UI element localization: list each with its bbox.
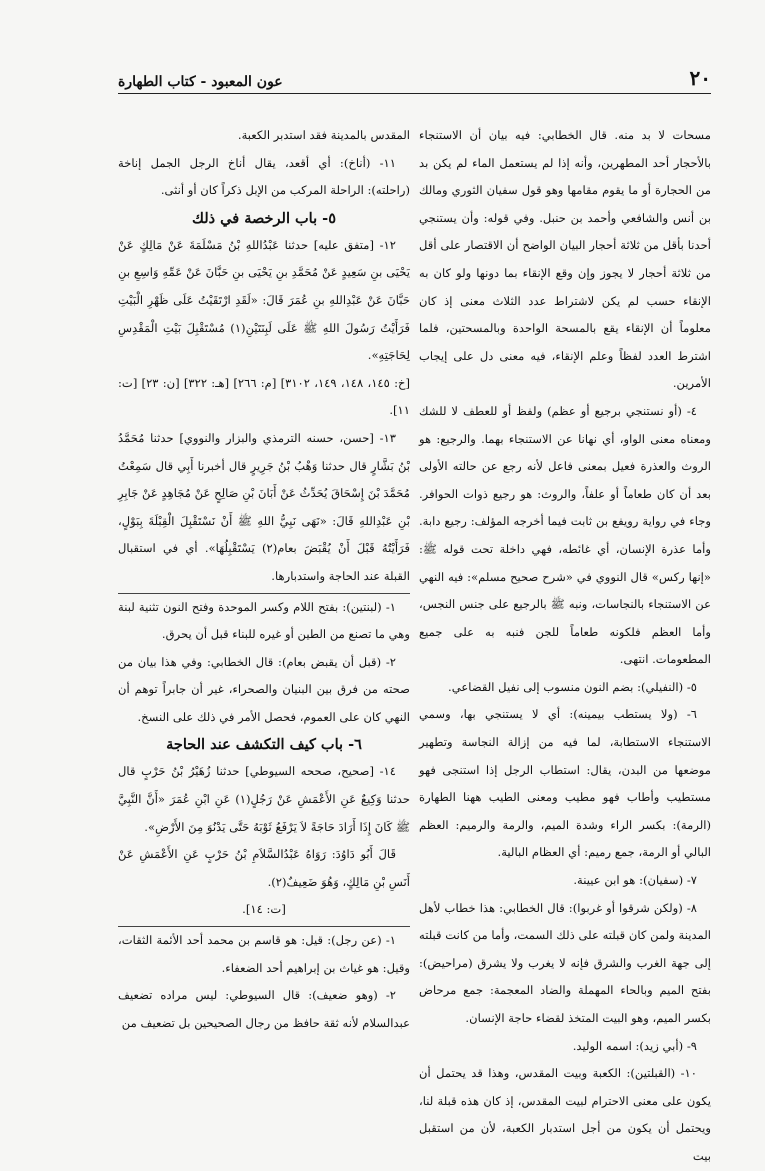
text-paragraph: ١٢- [متفق عليه] حدثنا عَبْدُاللهِ بْنُ مَسْلَمَةَ عَنْ مَالِكٍ عَنْ يَحْيَى بنِ سَعِيدٍ عَنْ مُحَمَّدِ بنِ يَحْيَى بنِ حَبَّانَ عَنْ عَمِّهِ وَاسِعِ بنِ حَبَّانَ عَنْ عَبْدِاللهِ بنِ عُمَرَ قَالَ: «لَقَدِ ارْتَقَيْتُ عَلَى ظَهْرِ الْبَيْتِ فَرَأَيْتُ رَسُولَ اللهِ ﷺ عَلَى لَبِنَتَيْنِ(١) مُسْتَقْبِلَ بَيْتِ الْمَقْدِسِ لِحَاجَتِهِ».: [118, 237, 411, 363]
text-paragraph: ١١- (أناخ): أي أقعد، يقال أناخ الرجل الجمل إناخة (راحلته): الراحلة المركب من الإبل ذكراً كان أو أنثى.: [118, 155, 410, 198]
text-paragraph: ١٤- [صحيح، صححه السيوطي] حدثنا زُهَيْرُ بْنُ حَرْبٍ قال حدثنا وَكِيعٌ عَنِ الأَعْمَشِ عَنْ رَجُلٍ(١) عَنِ ابْنِ عُمَرَ «أَنَّ النَّبِيَّ ﷺ كَانَ إِذَا أَرَادَ حَاجَةً لاَ يَرْفَعُ ثَوْبَهُ حَتَّى يَدْنُوَ مِنَ الأَرْضِ».: [118, 764, 410, 834]
text-paragraph: ١- (عن رجل): قيل: هو قاسم بن محمد أحد الأئمة الثقات، وقيل: هو غياث بن إبراهيم أحد الضعفاء.: [118, 926, 410, 982]
text-paragraph: قَالَ أَبُو دَاوُدَ: رَوَاهُ عَبْدُالسَّلاَمِ بْنُ حَرْبٍ عَنِ الأَعْمَشِ عَنْ أَنَسِ بْنِ مَالِكٍ، وَهُوَ ضَعِيفٌ(٢).: [118, 847, 410, 889]
section-heading: ٦- باب كيف التكشف عند الحاجة: [166, 736, 362, 754]
running-title: عون المعبود - كتاب الطهارة: [118, 74, 283, 90]
left-column: [118, 122, 410, 1037]
text-paragraph: المقدس بالمدينة فقد استدبر الكعبة.: [237, 128, 410, 142]
text-paragraph: ٨- (ولكن شرقوا أو غربوا): قال الخطابي: هذا خطاب لأهل المدينة ولمن كان قبلته على ذلك السمت، وأما من كانت قبلته إلى جهة الغرب والشرق فإنه لا يغرب ولا يشرق (مراحيض): بفتح الميم وبالحاء المهملة والضاد المعجمة: جمع مرحاض بكسر الميم، وهو البيت المتخذ لقضاء حاجة الإنسان.: [419, 900, 711, 1025]
right-column: [419, 122, 711, 1171]
text-paragraph: ٢- (وهو ضعيف): قال السيوطي: ليس مراده تضعيف عبدالسلام لأنه ثقة حافظ من رجال الصحيحين بل تضعيف من: [118, 988, 410, 1030]
text-paragraph: ٢- (قبل أن يقبض بعام): قال الخطابي: وفي هذا بيان من صحته من فرق بين البنيان والصحراء، غير أن جابراً توهم أن النهي كان على العموم، فحصل الأمر في ذلك على النسخ.: [118, 654, 410, 724]
text-paragraph: ١- (لبنتين): بفتح اللام وكسر الموحدة وفتح النون تثنية لبنة وهي ما تصنع من الطين أو غيره للبناء قبل أن يحرق.: [118, 593, 410, 649]
text-paragraph: ٩- (أبي زيد): اسمه الوليد.: [572, 1038, 697, 1053]
text-paragraph: [ت: ١٤].: [242, 902, 286, 917]
text-paragraph: ٥- (النفيلي): بضم النون منسوب إلى نفيل القضاعي.: [448, 679, 697, 694]
text-paragraph: ١٣- [حسن، حسنه الترمذي والبزار والنووي] حدثنا مُحَمَّدُ بْنُ بَشَّارٍ قال حدثنا وَهْبُ بْنُ جَرِيرٍ قال أخبرنا أَبِي قال سَمِعْتُ مُحَمَّدَ بْنَ إِسْحَاقَ يُحَدِّثُ عَنْ أَبَانَ بْنِ صَالِحٍ عَنْ مُجَاهِدٍ عَنْ جَابِرِ بْنِ عَبْدِاللهِ قَالَ: «نَهَى نَبِيُّ اللهِ ﷺ أَنْ نَسْتَقْبِلَ الْقِبْلَةَ بِبَوْلٍ، فَرَأَيْتُهُ قَبْلَ أَنْ يُقْبَضَ بعام(٢) يَسْتَقْبِلُهَا». أي في استقبال القبلة عند الحاجة واستدبارها.: [118, 430, 410, 583]
text-paragraph: ٧- (سفيان): هو ابن عيينة.: [573, 873, 697, 888]
page-number: ٢٠: [689, 66, 711, 90]
text-paragraph: ١٠- (القبلتين): الكعبة وبيت المقدس، وهذا قد يحتمل أن يكون على معنى الاحترام لبيت المقدس، إذ كان هذه قبلة لنا، ويحتمل أن يكون من أجل استدبار الكعبة، لأن من استقبل بيت: [419, 1066, 711, 1163]
text-paragraph: مسحات لا بد منه. قال الخطابي: فيه بيان أن الاستنجاء بالأحجار أحد المطهرين، وأنه إذا لم يستعمل الماء لم يكن بد من الحجارة أو ما يقوم مقامها وهو قول سفيان الثوري ومالك بن أنس والشافعي وأحمد بن حنبل. وفي قوله: وأن يستنجي أحدنا بأقل من ثلاثة أحجار البيان الواضح أن الاقتصار على أقل من ثلاثة أحجار لا يجوز وإن وقع الإنقاء بما دونها ولو كان به الإنقاء حسب لم يكن لاشتراط عدد الثلاث معنى إذ كان معلوماً أن الإنقاء يقع بالمسحة الواحدة وبالمسحتين، فلما اشترط العدد لفظاً وعلم الإنقاء، فيه معنى دل على إيجاب الأمرين.: [419, 128, 711, 391]
text-paragraph: ٦- (ولا يستطب بيمينه): أي لا يستنجي بها، وسمي الاستنجاء الاستطابة، لما فيه من إزالة النجاسة وتطهير موضعها من البدن، يقال: استطاب الرجل إذا استنجى فهو مستطيب وأطاب فهو مطيب ومعنى الطيب ههنا الطهارة (الرمة): بكسر الراء وشدة الميم، والرمة والرميم: العظم البالي أو الرمة، جمع رميم: أي العظام البالية.: [419, 707, 711, 860]
section-heading: ٥- باب الرخصة في ذلك: [192, 209, 336, 227]
text-paragraph: ٤- (أو نستنجي برجيع أو عظم) ولفظ أو للعطف لا للشك ومعناه معنى الواو، أي نهانا عن الاستنجاء بهما. والرجيع: هو الروث والعذرة فعيل بمعنى فاعل لأنه رجع عن حالته الأولى بعد أن كان طعاماً أو علفاً، والروث: هو رجيع ذوات الحوافر. وجاء في رواية رويفع بن ثابت فيما أخرجه المؤلف: رجيع دابة. وأما عذرة الإنسان، أي غائطه، فهي داخلة تحت قوله ﷺ: «إنها ركس» قال النووي في «شرح صحيح مسلم»: فيه النهي عن الاستنجاء بالنجاسات، ونبه ﷺ بالرجيع على جنس النجس، وأما العظم فلكونه طعاماً للجن فنبه به على جميع المطعومات. انتهى.: [419, 403, 711, 667]
text-paragraph: [خ: ١٤٥، ١٤٨، ١٤٩، ٣١٠٢] [م: ٢٦٦] [هـ: ٣٢٢] [ن: ٢٣] [ت: ١١].: [118, 375, 410, 418]
page-header: [118, 62, 711, 94]
